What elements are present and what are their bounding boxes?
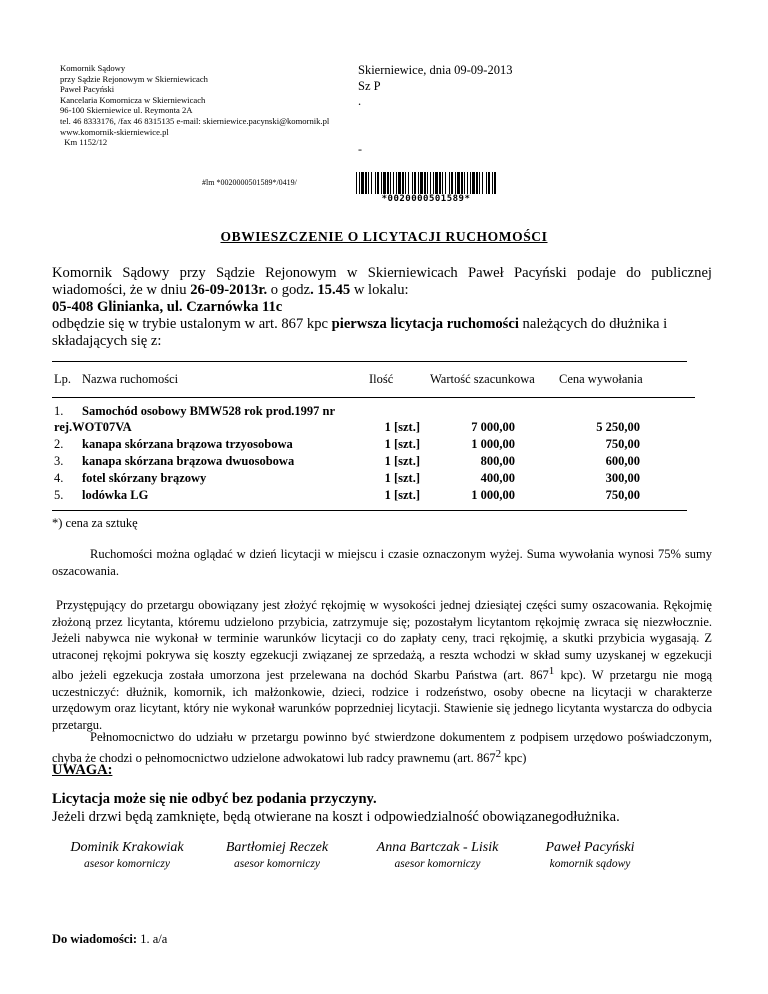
barcode-bar	[387, 172, 389, 194]
barcode-bar	[405, 172, 406, 194]
barcode-bar	[488, 172, 490, 194]
row-4-qty: 1 [szt.]	[384, 471, 420, 485]
row-2-value: 1 000,00	[471, 437, 515, 451]
barcode-bar	[371, 172, 372, 194]
row-5-value: 1 000,00	[471, 488, 515, 502]
paragraph-deposit	[52, 597, 712, 733]
signature-name-4: Paweł Pacyński	[545, 840, 635, 855]
office-line: Komornik Sądowy	[60, 63, 126, 73]
barcode-bar	[445, 172, 446, 194]
signature-name-2: Bartłomiej Reczek	[225, 840, 329, 855]
barcode-bar	[492, 172, 493, 194]
barcode-bar	[368, 172, 369, 194]
row-2-name: kanapa skórzana brązowa trzyosobowa	[82, 437, 293, 451]
distribution-value: 1. a/a	[137, 932, 168, 946]
row-4-lp: 4.	[54, 471, 64, 485]
row-1-lp: 1.	[54, 404, 64, 418]
row-4-price: 300,00	[605, 471, 640, 485]
row-1-name: Samochód osobowy BMW528 rok prod.1997 nr	[82, 404, 336, 418]
dot: .	[358, 94, 362, 108]
signature-role-1: asesor komorniczy	[84, 858, 170, 870]
barcode-bar	[359, 172, 360, 194]
barcode-bar	[464, 172, 465, 194]
col-header-name: Nazwa ruchomości	[82, 372, 179, 386]
signature-role-3: asesor komorniczy	[394, 858, 481, 870]
intro-text-part: wiadomości, że w dniu	[52, 282, 191, 298]
reference-code: #lm *0020000501589*/0419/	[202, 178, 297, 187]
office-line: 96-100 Skierniewice ul. Reymonta 2A	[60, 105, 193, 116]
barcode-bar	[494, 172, 496, 194]
barcode-bar	[398, 172, 401, 194]
auction-time: . 15.45	[310, 282, 351, 298]
barcode-bar	[375, 172, 376, 194]
barcode	[356, 172, 496, 194]
barcode-bar	[442, 172, 443, 194]
col-header-price: Cena wywołania	[559, 372, 643, 386]
barcode-bar	[390, 172, 391, 194]
office-header	[60, 63, 329, 148]
intro-line-5: składających się z:	[52, 333, 162, 349]
distribution-label: Do wiadomości:	[52, 932, 138, 946]
signature-role-2: asesor komorniczy	[234, 858, 320, 870]
col-header-value: Wartość szacunkowa	[430, 372, 535, 386]
row-5-qty: 1 [szt.]	[384, 488, 420, 502]
barcode-bar	[467, 172, 468, 194]
row-3-price: 600,00	[605, 454, 640, 468]
office-line: Paweł Pacyński	[60, 84, 115, 95]
barcode-bar	[427, 172, 428, 194]
intro-text-part: o godz	[267, 282, 311, 298]
row-5-lp: 5.	[54, 488, 64, 502]
paragraph-text: Pełnomocnictwo do udziału w przetargu powinno być stwierdzone dokumentem z podpisem urzędowo poświadczonym, chyba że chodzi o pełnomocnictwo udzielone adwokatowi lub radcy prawnemu (art. 867	[52, 730, 712, 765]
signature-name-3: Anna Bartczak - Lisik	[376, 840, 499, 855]
table-rule-bottom	[52, 510, 687, 511]
barcode-bar	[482, 172, 483, 194]
col-header-lp: Lp.	[54, 372, 72, 386]
row-1-name-cont: rej.WOT07VA	[54, 420, 132, 434]
intro-text-part: odbędzie się w trybie ustalonym w art. 867 kpc	[52, 316, 332, 332]
barcode-bar	[418, 172, 419, 194]
paragraph-text: kpc)	[501, 750, 527, 765]
barcode-bar	[457, 172, 460, 194]
initials: Sz P	[358, 78, 381, 93]
barcode-bar	[377, 172, 379, 194]
row-1-price: 5 250,00	[596, 420, 640, 434]
superscript: 2	[495, 747, 502, 760]
final-notes	[52, 790, 620, 826]
barcode-bar	[381, 172, 382, 194]
office-line: Km 1152/12	[60, 137, 108, 148]
intro-line-4	[52, 316, 712, 333]
row-4-name: fotel skórzany brązowy	[82, 471, 207, 485]
barcode-bar	[393, 172, 394, 194]
barcode-bar	[414, 172, 416, 194]
row-5-name: lodówka LG	[82, 488, 149, 502]
barcode-bar	[430, 172, 431, 194]
signature-name-1: Dominik Krakowiak	[70, 840, 184, 855]
barcode-text: *0020000501589*	[381, 194, 471, 204]
barcode-bar	[361, 172, 364, 194]
superscript: 1	[548, 665, 555, 677]
paragraph-viewing: Ruchomości można oglądać w dzień licytacji w miejscu i czasie oznaczonym wyżej. Suma wywołania wynosi 75% sumy oszacowania.	[52, 547, 712, 578]
barcode-bar	[412, 172, 413, 194]
barcode-bar	[472, 172, 475, 194]
footnote: *) cena za sztukę	[52, 516, 138, 530]
place-date-block	[358, 63, 512, 110]
barcode-bar	[396, 172, 397, 194]
paragraph-text: kpc). W przetargu nie mogą uczestniczyć: dłużnik, komornik, ich małżonkowie, dzieci, rodzice i rodzeństwo, osoby obecne na licytacji w charakterze urzędowym oraz licytant, który nie wykonał warunków poprzedniej licytacji. Stawienie się jednego licytanta wystarcza do odbycia przetargu.	[52, 668, 712, 732]
barcode-bar	[455, 172, 456, 194]
barcode-bar	[461, 172, 463, 194]
distribution-list	[52, 932, 167, 947]
row-1-qty: 1 [szt.]	[384, 420, 420, 434]
barcode-bar	[402, 172, 404, 194]
table-rule-header	[52, 397, 695, 398]
row-3-value: 800,00	[480, 454, 515, 468]
col-header-qty: Ilość	[369, 372, 394, 386]
barcode-bar	[424, 172, 426, 194]
final-note-2: Jeżeli drzwi będą zamknięte, będą otwierane na koszt i odpowiedzialność obowiązanegodłużnika.	[52, 809, 620, 825]
barcode-bar	[470, 172, 471, 194]
paragraph-proxy	[52, 729, 712, 766]
office-line: tel. 46 8333176, /fax 46 8315135 e-mail: skierniewice.pacynski@komornik.pl	[60, 115, 330, 126]
barcode-bar	[439, 172, 441, 194]
place-date: Skierniewice, dnia 09-09-2013	[358, 63, 513, 77]
row-3-lp: 3.	[54, 454, 64, 468]
page-title: OBWIESZCZENIE O LICYTACJI RUCHOMOŚCI	[220, 229, 548, 244]
auction-date: 26-09-2013r.	[190, 282, 268, 298]
barcode-bar	[420, 172, 423, 194]
row-1-value: 7 000,00	[471, 420, 515, 434]
intro-line-2	[52, 282, 712, 299]
intro-text-part: w lokalu:	[350, 282, 409, 298]
paragraph-text: Przystępujący do przetargu obowiązany jest złożyć rękojmię w wysokości jednej dziesiątej części sumy oszacowania. Rękojmię złożoną przez licytanta, któremu udzielono przybicia, zatrzymuje się; pozostałym licytantom rękojmię zwraca się niezwłocznie. Jeżeli nabywca nie wykonał w terminie warunków licytacji co do zapłaty ceny, traci rękojmię, a skutki przybicia wygasają. Z utraconej rękojmi pokrywa się koszty egzekucji związanej ze sprzedażą, a reszta wchodzi w skład sumy uzyskanej w egzekucji albo jeżeli egzekucja została umorzona jest przelewana na dochód Skarbu Państwa (art. 867	[52, 598, 712, 683]
barcode-bar	[486, 172, 487, 194]
intro-text-part: należących do dłużnika i	[518, 316, 668, 332]
barcode-bar	[365, 172, 367, 194]
row-4-value: 400,00	[480, 471, 515, 485]
row-2-lp: 2.	[54, 437, 64, 451]
auction-location: 05-408 Glinianka, ul. Czarnówka 11c	[52, 299, 283, 315]
intro-text	[52, 265, 712, 350]
final-note-1: Licytacja może się nie odbyć bez podania przyczyny.	[52, 791, 377, 807]
office-line: www.komornik-skierniewice.pl	[60, 126, 169, 137]
office-line: Kancelaria Komornicza w Skierniewicach	[60, 94, 206, 105]
barcode-bar	[383, 172, 386, 194]
row-2-price: 750,00	[605, 437, 640, 451]
table-rule-top	[52, 361, 687, 362]
barcode-bar	[451, 172, 453, 194]
row-3-name: kanapa skórzana brązowa dwuosobowa	[82, 454, 295, 468]
barcode-bar	[479, 172, 480, 194]
barcode-bar	[408, 172, 409, 194]
barcode-bar	[435, 172, 438, 194]
row-5-price: 750,00	[605, 488, 640, 502]
barcode-bar	[476, 172, 478, 194]
barcode-bar	[449, 172, 450, 194]
barcode-bar	[433, 172, 434, 194]
warning-heading: UWAGA:	[52, 762, 113, 778]
barcode-bar	[356, 172, 357, 194]
row-3-qty: 1 [szt.]	[384, 454, 420, 468]
signature-role-4: komornik sądowy	[549, 858, 631, 870]
dash-mark: -	[358, 142, 362, 156]
row-2-qty: 1 [szt.]	[384, 437, 420, 451]
intro-line-1: Komornik Sądowy przy Sądzie Rejonowym w Skierniewicach Paweł Pacyński podaje do publicznej	[52, 265, 712, 281]
auction-type: pierwsza licytacja ruchomości	[331, 316, 519, 332]
office-line: przy Sądzie Rejonowym w Skierniewicach	[60, 73, 208, 84]
